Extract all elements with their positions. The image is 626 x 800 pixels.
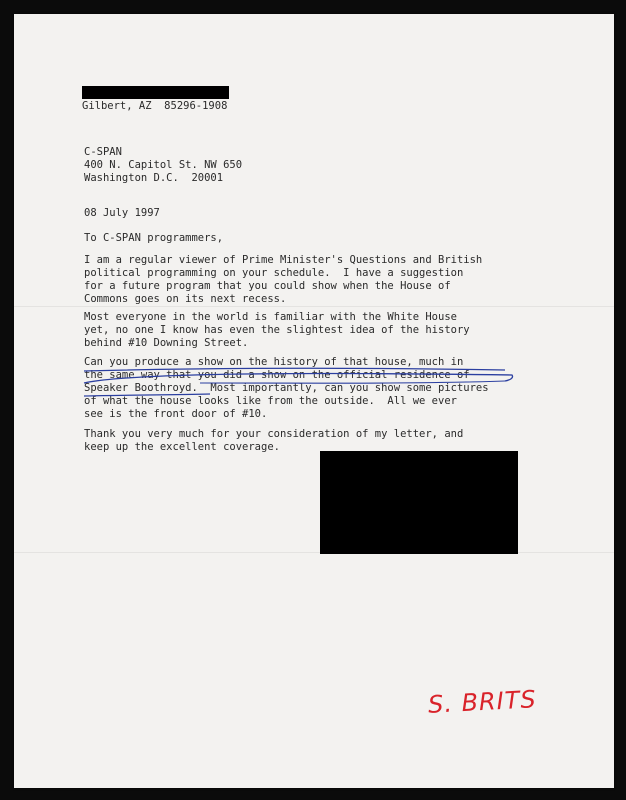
salutation: To C-SPAN programmers,	[84, 232, 224, 244]
sender-address: Gilbert, AZ 85296-1908	[82, 100, 228, 112]
text-line: Can you produce a show on the history of that house, much in	[84, 356, 464, 368]
text-line: yet, no one I know has even the slightest idea of the history	[84, 324, 470, 336]
text-line: the same way that you did a show on the official residence of	[84, 369, 470, 381]
text-line: Speaker Boothroyd. Most importantly, can you show some pictures	[84, 382, 489, 394]
recipient-name: C-SPAN	[84, 146, 122, 158]
text-line: see is the front door of #10.	[84, 408, 268, 420]
redacted-signature	[320, 451, 518, 554]
text-line: Commons goes on its next recess.	[84, 293, 287, 305]
text-line: for a future program that you could show when the House of	[84, 280, 451, 292]
recipient-city: Washington D.C. 20001	[84, 172, 224, 184]
text-line: Thank you very much for your consideration of my letter, and	[84, 428, 464, 440]
text-line: behind #10 Downing Street.	[84, 337, 249, 349]
text-line: Most everyone in the world is familiar with the White House	[84, 311, 457, 323]
text-line: keep up the excellent coverage.	[84, 441, 280, 453]
recipient-street: 400 N. Capitol St. NW 650	[84, 159, 243, 171]
letter-date: 08 July 1997	[84, 207, 160, 219]
text-line: political programming on your schedule. I have a suggestion	[84, 267, 464, 279]
handwritten-note: S. BRITS	[427, 685, 538, 719]
text-line: of what the house looks like from the outside. All we ever	[84, 395, 457, 407]
text-line: I am a regular viewer of Prime Minister's Questions and British	[84, 254, 483, 266]
